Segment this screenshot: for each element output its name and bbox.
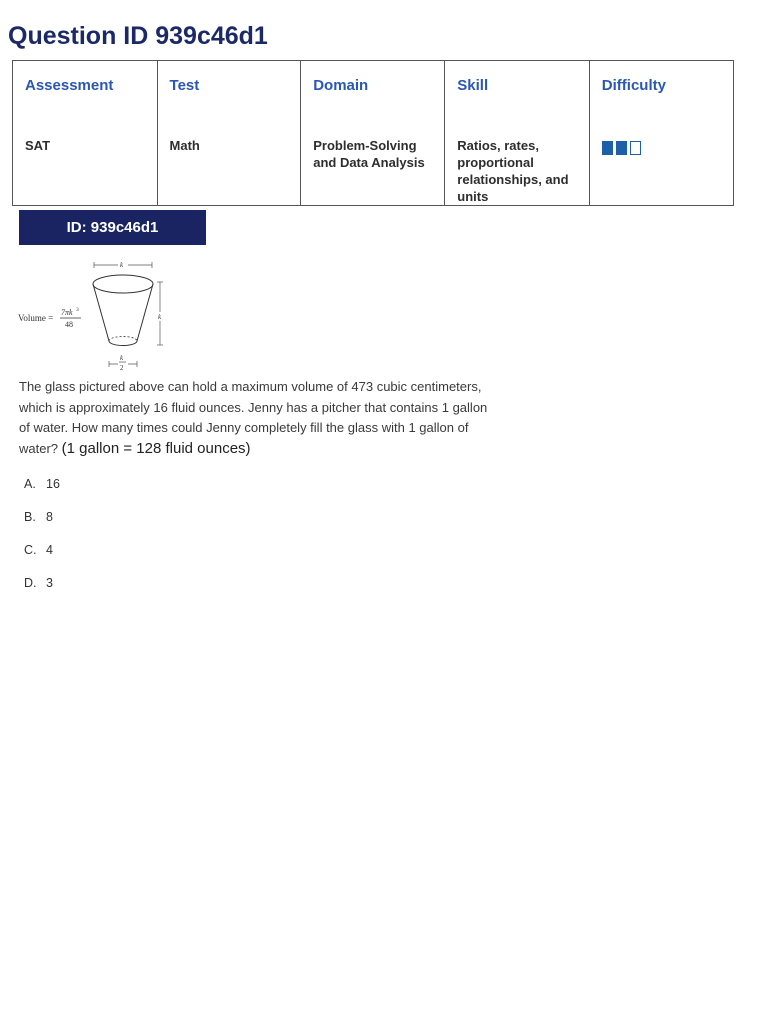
header-domain: Domain [301,61,445,124]
metadata-header-row [13,61,734,124]
volume-label: Volume = [18,313,54,323]
choice-value: 3 [46,576,53,590]
choice-value: 4 [46,543,53,557]
choice-a[interactable] [24,476,60,509]
metadata-value-row [13,123,734,206]
header-difficulty: Difficulty [589,61,733,124]
difficulty-filled-square-icon [616,141,627,155]
choice-letter: D. [24,576,37,590]
value-difficulty [589,123,733,206]
glass-left-side [93,284,109,341]
value-test: Math [157,123,301,206]
choice-b[interactable] [24,509,60,542]
glass-right-side [137,284,153,341]
glass-base-front [109,341,137,345]
value-domain: Problem-Solving and Data Analysis [301,123,445,206]
choice-letter: A. [24,477,36,491]
volume-numerator: 7πk [61,308,73,317]
answer-choices [24,476,60,608]
choice-value: 8 [46,510,53,524]
header-skill: Skill [445,61,589,124]
value-skill: Ratios, rates, proportional relationships, and units [445,123,589,206]
choice-c[interactable] [24,542,60,575]
bottom-dimension-denominator: 2 [120,364,124,372]
choice-value: 16 [46,477,60,491]
bottom-dimension-numerator: k [120,354,124,362]
header-test: Test [157,61,301,124]
question-text: The glass pictured above can hold a maximum volume of 473 cubic centimeters, which is approximately 16 fluid ounces. Jenny has a pitcher that contains 1 gallon of water. How many times could Jenny completely fill the glass with 1 gallon of water? [19,379,488,456]
choice-d[interactable] [24,575,60,608]
glass-rim [93,275,153,293]
difficulty-filled-square-icon [602,141,613,155]
top-dimension-label: k [120,261,124,269]
difficulty-empty-square-icon [630,141,641,155]
page-title: Question ID 939c46d1 [8,22,268,50]
unit-conversion: (1 gallon = 128 fluid ounces) [61,439,251,457]
question-stem [19,377,499,459]
choice-letter: C. [24,543,37,557]
question-id-banner: ID: 939c46d1 [19,210,206,245]
header-assessment: Assessment [13,61,158,124]
choice-letter: B. [24,510,36,524]
volume-exponent: 3 [76,307,79,313]
glass-base-back [109,337,137,341]
height-dimension-label: k [158,313,162,321]
metadata-table [12,60,734,206]
value-assessment: SAT [13,123,158,206]
difficulty-indicator-icon [602,137,721,155]
glass-figure [18,256,168,376]
volume-denominator: 48 [65,320,73,329]
